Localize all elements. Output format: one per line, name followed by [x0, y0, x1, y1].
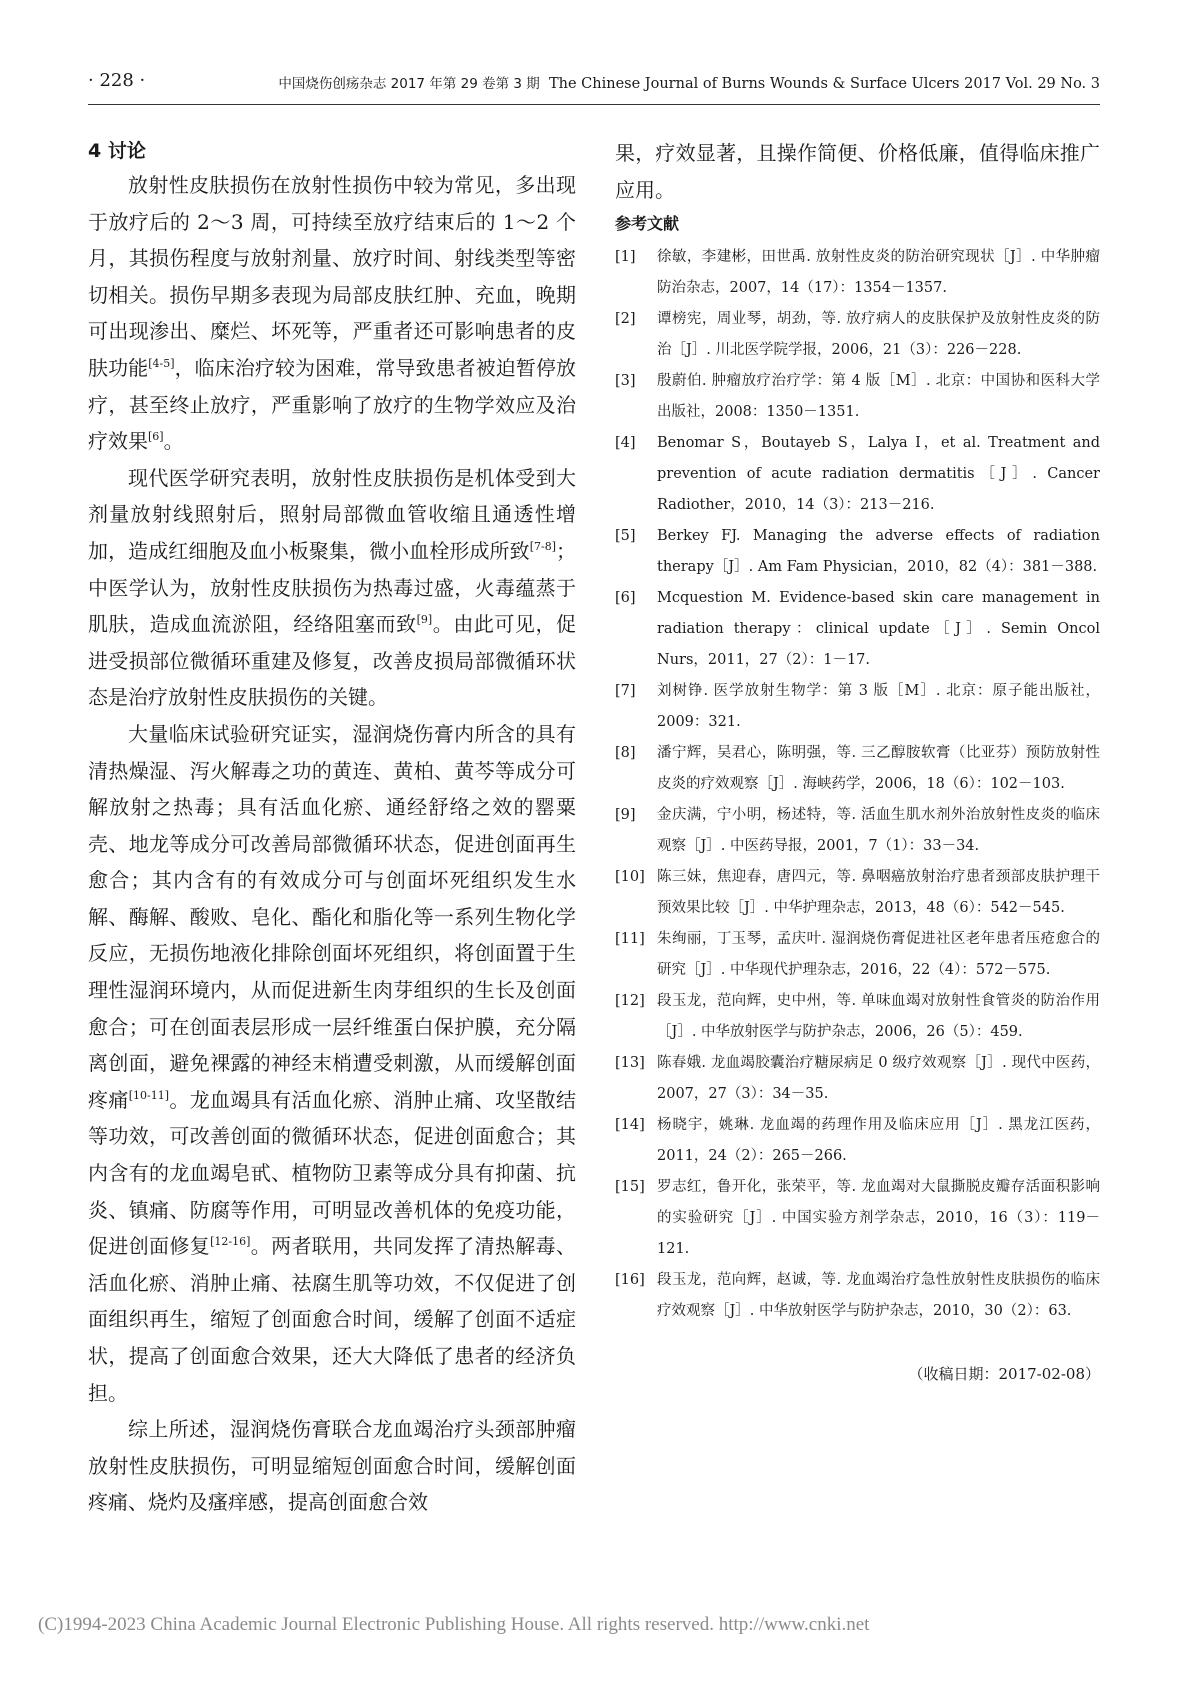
paragraph: 大量临床试验研究证实，湿润烧伤膏内所含的具有清热燥湿、泻火解毒之功的黄连、黄柏、黄芩等成分可解放射之热毒；具有活血化瘀、通经舒络之效的罂粟壳、地龙等成分可改善局部微循环状态，促进创面再生愈合；其内含有的有效成分可与创面坏死组织发生水解、酶解、酸败、皂化、酯化和脂化等一系列生物化学反应，无损伤地液化排除创面坏死组织，将创面置于生理性湿润环境内，从而促进新生肉芽组织的生长及创面愈合；可在创面表层形成一层纤维蛋白保护膜，充分隔离创面，避免裸露的神经末梢遭受刺激，从而缓解创面疼痛[10-11]。龙血竭具有活血化瘀、消肿止痛、攻坚散结等功效，可改善创面的微循环状态，促进创面愈合；其内含有的龙血竭皂甙、植物防卫素等成分具有抑菌、抗炎、镇痛、防腐等作用，可明显改善机体的免疫功能，促进创面修复[12-16]。两者联用，共同发挥了清热解毒、活血化瘀、消肿止痛、祛腐生肌等功效，不仅促进了创面组织再生，缩短了创面愈合时间，缓解了创面不适症状，提高了创面愈合效果，还大大降低了患者的经济负担。	[88, 721, 577, 1405]
page-header	[88, 70, 1100, 96]
reference-text: Berkey FJ. Managing the adverse effects of radiation therapy［J］. Am Fam Physician，2010，82（4）：381－388.	[657, 528, 1100, 576]
reference-item	[615, 1110, 1100, 1172]
references-title: 参考文献	[615, 214, 680, 234]
reference-number: [10]	[615, 869, 645, 886]
reference-number: [8]	[615, 745, 636, 762]
citation[interactable]: [12-16]	[210, 1235, 251, 1249]
right-column	[615, 135, 1100, 1384]
reference-item	[615, 676, 1100, 738]
reference-item	[615, 242, 1100, 304]
reference-text: 金庆满，宁小明，杨述特，等. 活血生肌水剂外治放射性皮炎的临床观察［J］. 中医药导报，2001，7（1）：33－34.	[657, 807, 1100, 855]
reference-item	[615, 583, 1100, 676]
section-title: 4 讨论	[88, 140, 146, 162]
reference-item	[615, 1265, 1100, 1327]
header-rule	[88, 104, 1100, 105]
reference-text: 殷蔚伯. 肿瘤放疗治疗学：第 4 版［M］. 北京：中国协和医科大学出版社，2008：1350－1351.	[657, 373, 1100, 421]
reference-item	[615, 1048, 1100, 1110]
reference-item	[615, 366, 1100, 428]
reference-number: [2]	[615, 311, 636, 328]
reference-text: 陈春娥. 龙血竭胶囊治疗糖尿病足 0 级疗效观察［J］. 现代中医药，2007，27（3）：34－35.	[657, 1055, 1100, 1103]
reference-number: [7]	[615, 683, 636, 700]
page-number: · 228 ·	[88, 70, 146, 91]
reference-number: [1]	[615, 249, 636, 266]
reference-text: 杨晓宇，姚琳. 龙血竭的药理作用及临床应用［J］. 黑龙江医药，2011，24（2）：265－266.	[657, 1117, 1100, 1165]
reference-text: 潘宁辉，吴君心，陈明强，等. 三乙醇胺软膏（比亚芬）预防放射性皮炎的疗效观察［J］. 海峡药学，2006，18（6）：102－103.	[657, 745, 1100, 793]
reference-item	[615, 862, 1100, 924]
reference-number: [3]	[615, 373, 636, 390]
reference-text: 陈三妹，焦迎春，唐四元，等. 鼻咽癌放射治疗患者颈部皮肤护理干预效果比较［J］. 中华护理杂志，2013，48（6）：542－545.	[657, 869, 1100, 917]
reference-number: [13]	[615, 1055, 645, 1072]
reference-text: 罗志红，鲁开化，张荣平，等. 龙血竭对大鼠撕脱皮瓣存活面积影响的实验研究［J］. 中国实验方剂学杂志，2010，16（3）：119－121.	[657, 1179, 1100, 1258]
reference-item	[615, 304, 1100, 366]
citation[interactable]: [10-11]	[128, 1088, 169, 1102]
citation[interactable]: [7-8]	[529, 539, 556, 553]
reference-item	[615, 428, 1100, 521]
reference-text: 朱绚丽，丁玉琴，孟庆叶. 湿润烧伤膏促进社区老年患者压疮愈合的研究［J］. 中华现代护理杂志，2016，22（4）：572－575.	[657, 931, 1100, 979]
reference-list	[615, 242, 1100, 1327]
copyright-footer: (C)1994-2023 China Academic Journal Electronic Publishing House. All rights reserved. http://www.cnki.net	[38, 1614, 870, 1635]
reference-text: 刘树铮. 医学放射生物学：第 3 版［M］. 北京：原子能出版社，2009：321.	[657, 683, 1100, 731]
paragraph: 综上所述，湿润烧伤膏联合龙血竭治疗头颈部肿瘤放射性皮肤损伤，可明显缩短创面愈合时间，缓解创面疼痛、烧灼及瘙痒感，提高创面愈合效	[88, 1417, 576, 1515]
running-head	[278, 72, 1100, 92]
reference-text: Mcquestion M. Evidence-based skin care management in radiation therapy：clinical update［J］. Semin Oncol Nurs，2011，27（2）：1－17.	[657, 590, 1100, 669]
reference-number: [12]	[615, 993, 645, 1010]
reference-number: [5]	[615, 528, 636, 545]
reference-text: Benomar S，Boutayeb S，Lalya I，et al. Treatment and prevention of acute radiation dermatitis［J］. Cancer Radiother，2010，14（3）：213－216.	[657, 435, 1100, 514]
reference-item	[615, 986, 1100, 1048]
citation[interactable]: [6]	[148, 430, 164, 444]
reference-item	[615, 738, 1100, 800]
reference-number: [9]	[615, 807, 636, 824]
paragraph: 现代医学研究表明，放射性皮肤损伤是机体受到大剂量放射线照射后，照射局部微血管收缩且通透性增加，造成红细胞及血小板聚集，微小血栓形成所致[7-8]；中医学认为，放射性皮肤损伤为热毒过盛，火毒蕴蒸于肌肤，造成血流淤阻，经络阻塞而致[9]。由此可见，促进受损部位微循环重建及修复，改善皮损局部微循环状态是治疗放射性皮肤损伤的关键。	[88, 465, 577, 710]
reference-text: 谭榜宪，周业琴，胡劲，等. 放疗病人的皮肤保护及放射性皮炎的防治［J］. 川北医学院学报，2006，21（3）：226－228.	[657, 311, 1100, 359]
reference-item	[615, 924, 1100, 986]
paragraph-continued: 果，疗效显著，且操作简便、价格低廉，值得临床推广应用。	[615, 141, 1100, 202]
received-date: （收稿日期：2017-02-08）	[908, 1365, 1100, 1384]
reference-text: 段玉龙，范向辉，史中州，等. 单味血竭对放射性食管炎的防治作用［J］. 中华放射医学与防护杂志，2006，26（5）：459.	[657, 993, 1100, 1041]
reference-item	[615, 521, 1100, 583]
reference-number: [4]	[615, 435, 636, 452]
paragraph: 放射性皮肤损伤在放射性损伤中较为常见，多出现于放疗后的 2～3 周，可持续至放疗结束后的 1～2 个月，其损伤程度与放射剂量、放疗时间、射线类型等密切相关。损伤早期多表现为局部皮肤红肿、充血，晚期可出现渗出、糜烂、坏死等，严重者还可影响患者的皮肤功能[4-5]，临床治疗较为困难，常导致患者被迫暂停放疗，甚至终止放疗，严重影响了放疗的生物学效应及治疗效果[6]。	[88, 173, 577, 454]
reference-number: [11]	[615, 931, 645, 948]
reference-item	[615, 800, 1100, 862]
journal-title-cn: 中国烧伤创疡杂志 2017 年第 29 卷第 3 期	[278, 76, 540, 92]
reference-number: [15]	[615, 1179, 645, 1196]
reference-number: [14]	[615, 1117, 645, 1134]
left-column	[88, 135, 576, 1521]
reference-text: 段玉龙，范向辉，赵诚，等. 龙血竭治疗急性放射性皮肤损伤的临床疗效观察［J］. 中华放射医学与防护杂志，2010，30（2）：63.	[657, 1272, 1100, 1320]
reference-number: [16]	[615, 1272, 645, 1289]
reference-number: [6]	[615, 590, 636, 607]
citation[interactable]: [9]	[416, 613, 433, 627]
citation[interactable]: [4-5]	[148, 356, 175, 370]
journal-title-en: The Chinese Journal of Burns Wounds & Surface Ulcers 2017 Vol. 29 No. 3	[548, 76, 1100, 92]
reference-item	[615, 1172, 1100, 1265]
reference-text: 徐敏，李建彬，田世禹. 放射性皮炎的防治研究现状［J］. 中华肿瘤防治杂志，2007，14（17）：1354－1357.	[657, 249, 1100, 297]
